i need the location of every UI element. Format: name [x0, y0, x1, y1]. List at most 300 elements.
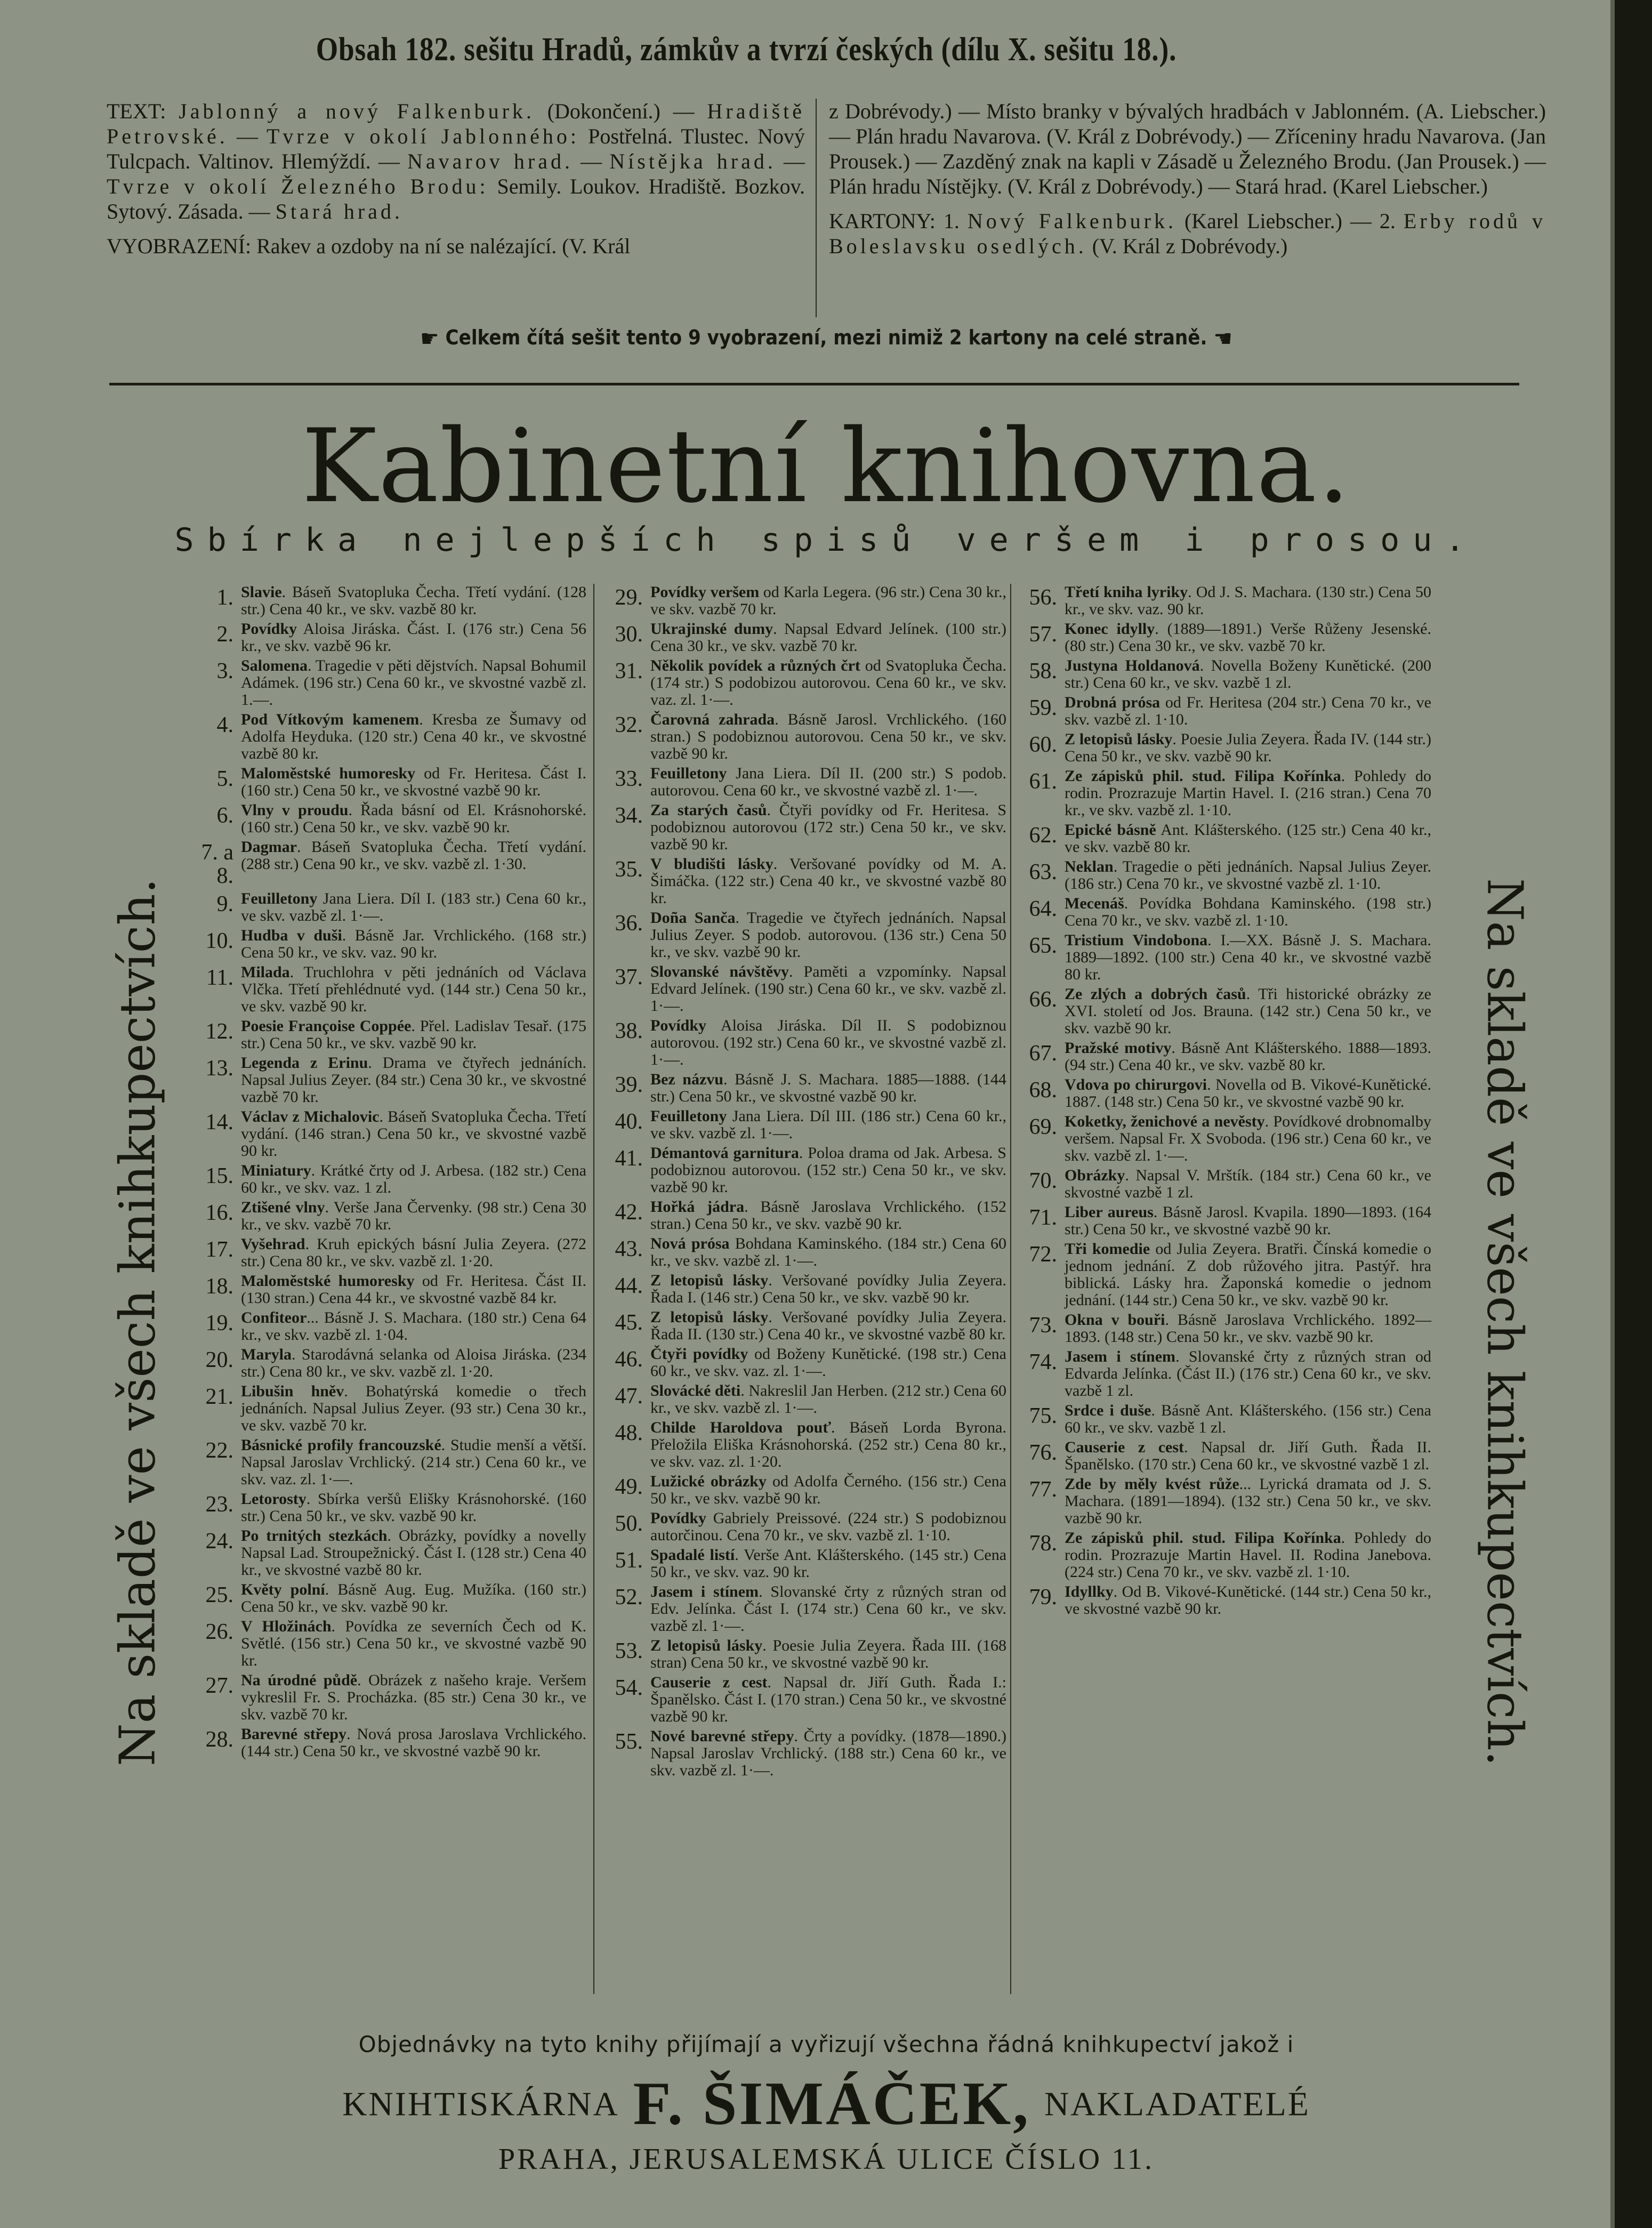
- catalog-entry: [601, 765, 1006, 799]
- catalog-column-1: [192, 584, 586, 1763]
- entry-body: [650, 711, 1006, 762]
- entry-title: Letorosty: [241, 1490, 307, 1508]
- entry-number: 59.: [1029, 696, 1057, 720]
- entry-body: [650, 1235, 1006, 1269]
- catalog-entry: [601, 1637, 1006, 1671]
- entry-number: 72.: [1029, 1242, 1057, 1267]
- catalog-entry: [601, 963, 1006, 1015]
- entry-body: [241, 657, 586, 709]
- entry-number: 69.: [1029, 1115, 1057, 1139]
- pointing-hand-left-icon: ☚: [1213, 325, 1232, 352]
- entry-body: [1065, 1439, 1431, 1473]
- catalog-entry: [601, 802, 1006, 853]
- horizontal-rule: [109, 383, 1519, 385]
- spaced-heading: Stará hrad.: [275, 199, 403, 223]
- catalog-entry: [1016, 1476, 1431, 1527]
- entry-title: Dagmar: [241, 838, 297, 856]
- cartoon-2-title: Erby rodů v Boleslavsku osedlých.: [829, 209, 1546, 258]
- catalog-entry: [1016, 768, 1431, 819]
- entry-number: 6.: [216, 803, 233, 828]
- entry-body: [650, 1583, 1006, 1635]
- entry-details: . Básně Jaroslava Vrchlického. (152 stran.) Cena 50 kr., ve skv. vazbě 90 kr.: [650, 1198, 1006, 1233]
- entry-details: . Povídka ze severních Čech od K. Světlé. (156 str.) Cena 50 kr., ve skvostné vazbě 90 kr.: [241, 1618, 586, 1669]
- illustrations-continued: z Dobrévody.) — Místo branky v bývalých hradbách v Jablonném. (A. Liebscher.) — Plán hradu Navarova. (V. Král z Dobrévody.) — Zříceniny hradu Navarova. (Jan Prousek.) — Zazděný znak na kapli v Zásadě u Železného Brodu. (Jan Prousek.) — Plán hradu Nístějky. (V. Král z Dobrévody.) — Stará hrad. (Karel Liebscher.): [829, 99, 1546, 198]
- entry-number: 16.: [205, 1201, 233, 1225]
- entry-details: Aloisa Jiráska. Díl II. S podobiznou autorovou. (192 str.) Cena 60 kr., ve skvostné vazbě zl. 1·—.: [650, 1017, 1006, 1068]
- entry-body: [241, 802, 586, 836]
- entry-body: [241, 1236, 586, 1270]
- catalog-entry: [1016, 1241, 1431, 1309]
- entry-body: [650, 1017, 1006, 1068]
- entry-body: [650, 1071, 1006, 1105]
- publisher-suffix: NAKLADATELÉ: [1044, 2085, 1310, 2123]
- entry-details: . Veršované povídky od M. A. Šimáčka. (122 str.) Cena 40 kr., ve skvostné vazbě 80 kr.: [650, 855, 1007, 907]
- entry-body: [1065, 621, 1431, 655]
- text-segment: —: [228, 124, 267, 148]
- cartoon-2-author: (V. Král z Dobrévody.): [1086, 234, 1288, 258]
- entry-title: Na úrodné půdě: [241, 1671, 358, 1689]
- entry-title: Doña Sanča: [650, 909, 736, 927]
- entry-title: Konec idylly: [1065, 620, 1155, 638]
- entry-number: 18.: [205, 1274, 233, 1299]
- catalog-entry: [192, 1437, 586, 1488]
- entry-number: 54.: [615, 1676, 643, 1700]
- catalog-entry: [192, 1309, 586, 1344]
- entry-number: 37.: [615, 965, 643, 990]
- entry-body: [650, 910, 1006, 961]
- publisher-line: [107, 2069, 1546, 2139]
- catalog-entry: [1016, 657, 1431, 691]
- entry-number: 29.: [615, 585, 643, 610]
- entry-details: . Báseň Svatopluka Čecha. Třetí vydání. (146 stran.) Cena 50 kr., ve skvostné vazbě 90 kr.: [241, 1108, 586, 1160]
- entry-title: Koketky, ženichové a nevěsty: [1065, 1113, 1265, 1130]
- entry-title: Maloměstské humoresky: [241, 765, 416, 782]
- catalog-entry: [601, 1382, 1006, 1417]
- entry-title: Obrázky: [1065, 1167, 1125, 1184]
- catalog-entry: [1016, 1583, 1431, 1618]
- entry-details: . Poloa drama od Jak. Arbesa. S podobiznou autorovou. (152 str.) Cena 50 kr., ve skv. vazbě 90 kr.: [650, 1144, 1006, 1196]
- entry-details: . Povídkové drobnomalby veršem. Napsal Fr. X Svoboda. (196 str.) Cena 60 kr., ve skv. vazbě zl. 1·—.: [1065, 1113, 1432, 1164]
- catalog-entry: [601, 711, 1006, 762]
- entry-title: Drobná prósa: [1065, 694, 1161, 711]
- illustration-notice: [399, 325, 1253, 352]
- catalog-entry: [192, 839, 586, 888]
- catalog-entry: [192, 584, 586, 618]
- entry-body: [1065, 731, 1431, 765]
- entry-title: Slovácké děti: [650, 1382, 741, 1399]
- entry-number: 62.: [1029, 823, 1057, 848]
- entry-title: Vdova po chirurgovi: [1065, 1076, 1207, 1093]
- entry-body: [241, 711, 586, 762]
- catalog-entry: [601, 1017, 1006, 1068]
- entry-number: 30.: [615, 622, 643, 647]
- entry-number: 64.: [1029, 897, 1057, 921]
- catalog-entry: [601, 1071, 1006, 1105]
- entry-body: [241, 1309, 586, 1344]
- entry-body: [650, 1309, 1006, 1343]
- entry-title: Poesie Françoise Coppée: [241, 1017, 412, 1035]
- entry-details: . Tragedie o pěti jednáních. Napsal Julius Zeyer. (186 str.) Cena 70 kr., ve skvostné vazbě zl. 1·10.: [1065, 858, 1431, 892]
- entry-details: . Od B. Vikové-Kunětické. (144 str.) Cena 50 kr., ve skvostné vazbě 90 kr.: [1065, 1583, 1431, 1618]
- contents-right-column: [829, 99, 1546, 268]
- entry-body: [650, 657, 1006, 709]
- catalog-entry: [1016, 1530, 1431, 1581]
- entry-details: . Napsal V. Mrštík. (184 str.) Cena 60 kr., ve skvostné vazbě 1 zl.: [1065, 1167, 1431, 1201]
- catalog-entry: [601, 1199, 1006, 1233]
- entry-details: od Fr. Heritesa. Část I. (160 str.) Cena 50 kr., ve skvostné vazbě 90 kr.: [241, 765, 586, 799]
- entry-title: Z letopisů lásky: [650, 1637, 763, 1654]
- text-paragraph: [107, 99, 805, 224]
- order-line: Objednávky na tyto knihy přijímají a vyřizují všechna řádná knihkupectví jakož i: [358, 2031, 1294, 2057]
- entry-title: V bludišti lásky: [650, 855, 773, 873]
- entry-details: . Novella Boženy Kunětické. (200 str.) Cena 60 kr., ve skv. vazbě 1 zl.: [1065, 657, 1431, 691]
- entry-title: Pražské motivy: [1065, 1039, 1172, 1057]
- pointing-hand-right-icon: ☛: [420, 325, 439, 352]
- entry-details: od Adolfa Černého. (156 str.) Cena 50 kr., ve skv. vazbě 90 kr.: [650, 1473, 1006, 1507]
- entry-title: Epické básně: [1065, 821, 1156, 839]
- entry-title: Z letopisů lásky: [650, 1308, 769, 1326]
- entry-details: . (1889—1891.) Verše Růženy Jesenské. (80 str.) Cena 30 kr., ve skv. vazbě 70 kr.: [1065, 620, 1431, 655]
- entry-details: . Povídka Bohdana Kaminského. (198 str.) Cena 70 kr., ve skv. vazbě zl. 1·10.: [1065, 895, 1431, 929]
- entry-number: 51.: [615, 1548, 643, 1573]
- entry-title: Spadalé listí: [650, 1546, 735, 1564]
- spaced-heading: Navarov hrad.: [407, 149, 573, 173]
- entry-body: [241, 1437, 586, 1488]
- entry-title: Ze zápisků phil. stud. Filipa Kořínka: [1065, 767, 1341, 785]
- entry-details: . Napsal Edvard Jelínek. (100 str.) Cena 30 kr., ve skv. vazbě 70 kr.: [650, 620, 1006, 655]
- catalog-entry: [192, 1108, 586, 1160]
- entry-title: Lužické obrázky: [650, 1473, 767, 1490]
- entry-details: ... Lyrická dramata od J. S. Machara. (1891—1894). (132 str.) Cena 50 kr., ve skv. vazbě 90 kr.: [1065, 1475, 1431, 1527]
- entry-body: [241, 765, 586, 799]
- entry-details: Ant. Klášterského. (125 str.) Cena 40 kr., ve skv. vazbě 80 kr.: [1065, 821, 1431, 856]
- entry-details: . Sbírka veršů Elišky Krásnohorské. (160 str.) Cena 50 kr., ve skv. vazbě 90 kr.: [241, 1490, 586, 1525]
- entry-details: . Nakreslil Jan Herben. (212 str.) Cena 60 kr., ve skv. vazbě zl. 1·—.: [650, 1382, 1006, 1417]
- entry-details: . Novella od B. Vikové-Kunětické. 1887. (148 str.) Cena 50 kr., ve skvostné vazbě 90 kr.: [1065, 1076, 1431, 1111]
- entry-title: Vlny v proudu: [241, 801, 349, 819]
- entry-body: [1065, 1040, 1431, 1074]
- entry-number: 55.: [615, 1730, 643, 1754]
- catalog-entry: [1016, 1204, 1431, 1238]
- entry-details: . Napsal dr. Jiří Guth. Řada I.: Španělsko. Část I. (170 stran.) Cena 50 kr., ve skvostné vazbě 90 kr.: [650, 1674, 1006, 1725]
- entry-number: 20.: [205, 1348, 233, 1372]
- catalog-entry: [601, 1145, 1006, 1196]
- entry-details: od Karla Legera. (96 str.) Cena 30 kr., ve skv. vazbě 70 kr.: [650, 583, 1006, 618]
- entry-number: 34.: [615, 803, 643, 828]
- entry-details: . Báseň Svatopluka Čecha. Třetí vydání. (128 str.) Cena 40 kr., ve skv. vazbě 80 kr.: [241, 583, 586, 618]
- entry-details: . Obrázky, povídky a novelly Napsal Lad. Stroupežnický. Část I. (128 str.) Cena 40 kr., ve skvostné vazbě 80 kr.: [241, 1527, 586, 1579]
- catalog-entry: [601, 1547, 1006, 1581]
- entry-number: 1.: [216, 585, 233, 610]
- entry-title: Causerie z cest: [1065, 1438, 1184, 1456]
- entry-body: [650, 1199, 1006, 1233]
- entry-body: [1065, 657, 1431, 691]
- catalog-entry: [1016, 1439, 1431, 1473]
- entry-title: Miniatury: [241, 1162, 311, 1179]
- entry-number: 57.: [1029, 622, 1057, 647]
- entry-number: 61.: [1029, 769, 1057, 794]
- entry-details: . Slovanské črty z různých stran od Edvarda Jelínka. (Část II.) (176 str.) Cena 60 kr., ve skv. vazbě 1 zl.: [1065, 1348, 1432, 1399]
- catalog-entry: [601, 621, 1006, 655]
- entry-details: Jana Liera. Díl I. (183 str.) Cena 60 kr., ve skv. vazbě zl. 1·—.: [241, 890, 586, 924]
- text-segment: —: [573, 149, 610, 173]
- catalog-entry: [192, 1383, 586, 1434]
- entry-title: Čarovná zahrada: [650, 711, 775, 728]
- entry-details: . Slovanské črty z různých stran od Edv. Jelínka. Část I. (174 str.) Cena 60 kr., ve skv. vazbě zl. 1·—.: [650, 1583, 1007, 1635]
- entry-title: Libušin hněv: [241, 1382, 344, 1400]
- entry-body: [650, 1272, 1006, 1306]
- entry-title: Povídky: [241, 620, 297, 638]
- notice-text: Celkem čítá sešit tento 9 vyobrazení, mezi nimiž 2 kartony na celé straně.: [445, 326, 1207, 349]
- entry-body: [650, 1382, 1006, 1417]
- contents-description: [107, 99, 1546, 323]
- side-banner-right: Na skladě ve všech knihkupectvích.: [1476, 878, 1534, 1766]
- entry-body: [650, 1108, 1006, 1142]
- catalog-entry: [1016, 694, 1431, 728]
- entry-details: od Julia Zeyera. Bratři. Čínská komedie o jednom jednání. Z dob růžového jitra. Pastýř. hra biblická. Lásky hra. Žaponská komedie o jednom jednání. (144 str.) Cena 50 kr., ve skv. vazbě 90 kr.: [1065, 1240, 1431, 1309]
- catalog-entry: [1016, 1312, 1431, 1346]
- entry-body: [1065, 858, 1431, 892]
- entry-body: [241, 1527, 586, 1579]
- entry-title: Václav z Michalovic: [241, 1108, 380, 1125]
- entry-details: . Tragedie v pěti dějstvích. Napsal Bohumil Adámek. (196 str.) Cena 60 kr., ve skvostné vazbě zl. 1.—.: [241, 657, 586, 709]
- entry-body: [650, 1419, 1006, 1470]
- catalog-divider: [1010, 584, 1011, 1994]
- entry-details: . Napsal dr. Jiří Guth. Řada II. Španělsko. (170 str.) Cena 60 kr., ve skvostné vazbě 1 zl.: [1065, 1438, 1431, 1473]
- entry-title: Confiteor: [241, 1309, 307, 1326]
- catalog-entry: [192, 1672, 586, 1723]
- entry-details: . Básně J. S. Machara. 1885—1888. (144 str.) Cena 50 kr., ve skvostné vazbě 90 kr.: [650, 1071, 1007, 1105]
- advert-subtitle: Sbírka nejlepších spisů veršem i prosou.: [174, 521, 1478, 559]
- catalog-entry: [1016, 621, 1431, 655]
- contents-left-column: [107, 99, 805, 268]
- entry-number: 46.: [615, 1347, 643, 1372]
- entry-number: 49.: [615, 1475, 643, 1499]
- entry-title: Bez názvu: [650, 1071, 723, 1088]
- entry-number: 33.: [615, 767, 643, 791]
- entry-title: Nová prósa: [650, 1235, 730, 1252]
- publisher-address: PRAHA, JERUSALEMSKÁ ULICE ČÍSLO 11.: [498, 2143, 1154, 2176]
- entry-title: Maryla: [241, 1346, 292, 1363]
- entry-title: Vyšehrad: [241, 1235, 305, 1253]
- entry-number: 78.: [1029, 1531, 1057, 1556]
- entry-number: 58.: [1029, 659, 1057, 683]
- catalog-entry: [192, 1726, 586, 1760]
- entry-details: . Pohledy do rodin. Prozrazuje Martin Havel. II. Rodina Janebova. (224 str.) Cena 70 kr., ve skv. vazbě zl. 1·10.: [1065, 1529, 1431, 1581]
- entry-number: 17.: [205, 1237, 233, 1262]
- entry-details: . Báseň Svatopluka Čecha. Třetí vydání. (288 str.) Cena 90 kr., ve skv. vazbě zl. 1·30.: [241, 838, 586, 873]
- cartoon-1-author: (Karel Liebscher.) — 2.: [1176, 209, 1404, 233]
- entry-number: 24.: [205, 1529, 233, 1554]
- entry-details: . Básně Jar. Vrchlického. (168 str.) Cena 50 kr., ve skv. vaz. 90 kr.: [241, 927, 586, 961]
- contents-title: Obsah 182. sešitu Hradů, zámkův a tvrzí českých (dílu X. sešitu 18.).: [316, 31, 1177, 68]
- catalog-entry: [192, 657, 586, 709]
- entry-body: [1065, 895, 1431, 929]
- entry-number: 43.: [615, 1237, 643, 1261]
- catalog-entry: [601, 1583, 1006, 1635]
- catalog-divider: [593, 584, 594, 1994]
- entry-title: Neklan: [1065, 858, 1114, 875]
- entry-details: . Básně Ant Klášterského. 1888—1893. (94 str.) Cena 40 kr., ve skv. vazbě 80 kr.: [1065, 1039, 1431, 1074]
- entry-title: Legenda z Erinu: [241, 1054, 368, 1072]
- publisher-name: F. ŠIMÁČEK,: [633, 2070, 1031, 2138]
- catalog-entry: [1016, 1076, 1431, 1111]
- entry-details: Jana Liera. Díl II. (200 str.) S podob. autorovou. Cena 60 kr., ve skvostné vazbě zl. 1·—.: [650, 765, 1006, 799]
- entry-number: 9.: [216, 892, 233, 916]
- catalog-entry: [192, 1491, 586, 1525]
- entry-number: 7. a 8.: [201, 840, 233, 888]
- cartoon-1-title: Nový Falkenburk.: [967, 209, 1176, 233]
- entry-details: Gabriely Preissové. (224 str.) S podobiznou autorčinou. Cena 70 kr., ve skv. vazbě zl. 1·10.: [650, 1509, 1006, 1544]
- entry-body: [1065, 1076, 1431, 1111]
- entry-body: [650, 1346, 1006, 1380]
- entry-number: 5.: [216, 767, 233, 791]
- catalog-entry: [601, 1419, 1006, 1470]
- entry-details: Jana Liera. Díl III. (186 str.) Cena 60 kr., ve skv. vazbě zl. 1·—.: [650, 1107, 1006, 1142]
- entry-title: Okna v bouři: [1065, 1311, 1165, 1329]
- entry-details: . Kresba ze Šumavy od Adolfa Heyduka. (120 str.) Cena 40 kr., ve skvostné vazbě 80 kr.: [241, 711, 586, 762]
- catalog-entry: [192, 1527, 586, 1579]
- catalog-entry: [1016, 822, 1431, 856]
- entry-title: Z letopisů lásky: [1065, 730, 1173, 748]
- entry-details: . Verše Ant. Klášterského. (145 str.) Cena 50 kr., ve skv. vaz. 90 kr.: [650, 1546, 1007, 1581]
- entry-number: 63.: [1029, 860, 1057, 884]
- entry-number: 14.: [205, 1110, 233, 1135]
- spaced-heading: Nístějka hrad.: [609, 149, 776, 173]
- entry-body: [1065, 822, 1431, 856]
- entry-details: . Obrázek z našeho kraje. Veršem vykreslil Fr. S. Procházka. (85 str.) Cena 30 kr., ve skv. vazbě 70 kr.: [241, 1671, 586, 1723]
- catalog-entry: [1016, 858, 1431, 892]
- catalog-entry: [1016, 1348, 1431, 1399]
- catalog-entry: [192, 1018, 586, 1052]
- entry-title: Ukrajinské dumy: [650, 620, 773, 638]
- text-segment: —: [776, 149, 805, 173]
- entry-number: 22.: [205, 1438, 233, 1463]
- catalog-entry: [601, 1346, 1006, 1380]
- entry-number: 77.: [1029, 1477, 1057, 1502]
- entry-number: 70.: [1029, 1169, 1057, 1193]
- entry-body: [241, 890, 586, 924]
- entry-body: [1065, 584, 1431, 618]
- entry-title: Mecenáš: [1065, 895, 1124, 912]
- entry-body: [241, 1055, 586, 1106]
- entry-details: . Básně Ant. Klášterského. (156 str.) Cena 60 kr., ve skv. vazbě 1 zl.: [1065, 1402, 1432, 1436]
- entry-title: Causerie z cest: [650, 1674, 768, 1691]
- entry-details: . Pohledy do rodin. Prozrazuje Martin Havel. I. (216 stran.) Cena 70 kr., ve skv. vazbě zl. 1·10.: [1065, 767, 1431, 819]
- entry-body: [650, 1510, 1006, 1544]
- spaced-heading: Hradiště Petrovské.: [107, 99, 805, 148]
- catalog-entry: [192, 765, 586, 799]
- entry-body: [241, 1618, 586, 1669]
- entry-title: Slovanské návštěvy: [650, 963, 789, 980]
- entry-number: 50.: [615, 1511, 643, 1536]
- entry-body: [241, 1581, 586, 1615]
- entry-title: Jasem i stínem: [650, 1583, 759, 1600]
- catalog-entry: [601, 584, 1006, 618]
- entry-number: 27.: [205, 1674, 233, 1698]
- entry-body: [650, 1674, 1006, 1725]
- spaced-heading: Tvrze v okolí Železného Brodu:: [107, 174, 489, 198]
- catalog-entry: [601, 1309, 1006, 1343]
- catalog-entry: [601, 657, 1006, 709]
- entry-body: [650, 856, 1006, 907]
- catalog-entry: [601, 1510, 1006, 1544]
- entry-number: 45.: [615, 1310, 643, 1335]
- catalog-entry: [1016, 932, 1431, 983]
- catalog-entry: [1016, 584, 1431, 618]
- entry-details: . Veršované povídky Julia Zeyera. Řada I. (146 str.) Cena 50 kr., ve skv. vazbě 90 kr.: [650, 1272, 1006, 1306]
- entry-details: . Řada básní od El. Krásnohorské. (160 str.) Cena 50 kr., ve skv. vazbě 90 kr.: [241, 801, 586, 836]
- entry-number: 53.: [615, 1639, 643, 1663]
- entry-number: 75.: [1029, 1404, 1057, 1428]
- entry-title: Hořká jádra: [650, 1198, 745, 1216]
- entry-details: . Přel. Ladislav Tesař. (175 str.) Cena 50 kr., ve skv. vazbě 90 kr.: [241, 1017, 586, 1052]
- entry-title: Květy polní: [241, 1581, 325, 1598]
- entry-details: . Krátké črty od J. Arbesa. (182 str.) Cena 60 kr., ve skv. vaz. 1 zl.: [241, 1162, 586, 1196]
- entry-title: Povídky veršem: [650, 583, 760, 601]
- entry-body: [241, 964, 586, 1015]
- entry-details: . Básně Aug. Eug. Mužíka. (160 str.) Cena 50 kr., ve skv. vazbě 90 kr.: [241, 1581, 586, 1615]
- catalog-entry: [192, 1581, 586, 1615]
- entry-details: . Básně Jarosl. Kvapila. 1890—1893. (164 str.) Cena 50 kr., ve skvostné vazbě 90 kr.: [1065, 1203, 1431, 1238]
- entry-title: Ztišené vlny: [241, 1199, 325, 1216]
- entry-details: . Od J. S. Machara. (130 str.) Cena 50 kr., ve skv. vaz. 90 kr.: [1065, 583, 1431, 618]
- catalog-entry: [601, 910, 1006, 961]
- entry-title: Čtyři povídky: [650, 1345, 748, 1363]
- entry-body: [1065, 1476, 1431, 1527]
- entry-body: [1065, 1204, 1431, 1238]
- catalog-entry: [1016, 1040, 1431, 1074]
- entry-body: [650, 963, 1006, 1015]
- catalog-entry: [192, 1618, 586, 1669]
- entry-body: [1065, 1348, 1431, 1399]
- entry-title: Démantová garnitura: [650, 1144, 799, 1162]
- spaced-heading: Tvrze v okolí Jablonného:: [266, 124, 579, 148]
- entry-details: Bohdana Kaminského. (184 str.) Cena 60 kr., ve skv. vazbě zl. 1·—.: [650, 1235, 1006, 1269]
- entry-title: Feuilletony: [650, 1107, 727, 1125]
- catalog-entry: [192, 964, 586, 1015]
- entry-body: [1065, 1583, 1431, 1618]
- entry-number: 4.: [216, 713, 233, 737]
- entry-number: 10.: [205, 929, 233, 953]
- entry-body: [241, 1108, 586, 1160]
- entry-title: Srdce i duše: [1065, 1402, 1151, 1419]
- entry-body: [241, 584, 586, 618]
- entry-number: 3.: [216, 659, 233, 683]
- entry-details: . Tři historické obrázky ze XVI. století od Jos. Brauna. (142 str.) Cena 50 kr., ve skv. vazbě 90 kr.: [1065, 985, 1431, 1037]
- catalog-entry: [601, 1674, 1006, 1725]
- catalog-entry: [192, 927, 586, 961]
- entry-number: 11.: [206, 966, 233, 990]
- entry-details: . Verše Jana Červenky. (98 str.) Cena 30 kr., ve skv. vazbě 70 kr.: [241, 1199, 586, 1233]
- text-segment: Semily. Loukov. Hradiště. Bozkov. Sytový. Zásada. —: [107, 174, 805, 223]
- entry-title: Básnické profily francouzské: [241, 1436, 441, 1454]
- catalog-entry: [192, 1055, 586, 1106]
- entry-title: Ze zápisků phil. stud. Filipa Kořínka: [1065, 1529, 1341, 1547]
- entry-title: Salomena: [241, 657, 308, 674]
- entry-body: [241, 1491, 586, 1525]
- entry-details: . Truchlohra v pěti jednáních od Václava Vlčka. Třetí přehlédnuté vyd. (144 str.) Cena 50 kr., ve skv. vazbě 90 kr.: [241, 963, 586, 1015]
- catalog-entry: [601, 856, 1006, 907]
- catalog-entry: [1016, 986, 1431, 1037]
- entry-title: Pod Vítkovým kamenem: [241, 711, 420, 728]
- entry-body: [650, 1145, 1006, 1196]
- catalog-entry: [1016, 1402, 1431, 1436]
- entry-number: 15.: [205, 1164, 233, 1188]
- catalog-entry: [1016, 1113, 1431, 1164]
- entry-body: [241, 621, 586, 655]
- entry-body: [1065, 986, 1431, 1037]
